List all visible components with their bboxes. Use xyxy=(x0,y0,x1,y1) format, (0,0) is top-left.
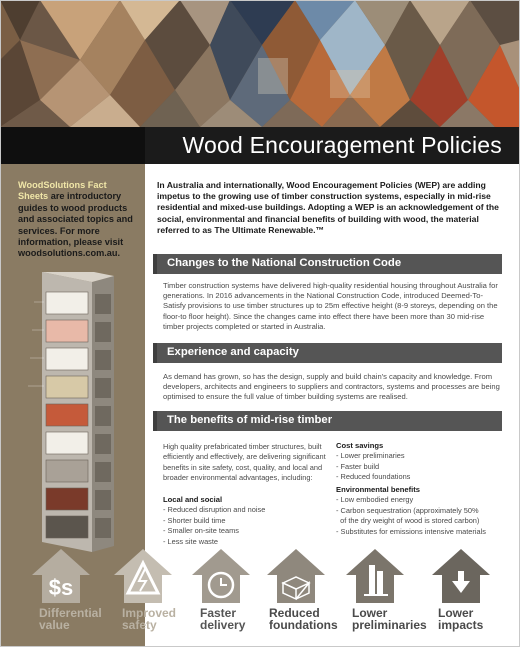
benefit-label-line2: safety xyxy=(122,618,157,632)
benefit-icons-strip xyxy=(0,545,520,647)
list-item: - Lower preliminaries xyxy=(336,451,405,461)
clock-icon xyxy=(190,545,252,605)
sidebar-intro-lead: WoodSolutions Fact Sheets xyxy=(18,180,107,202)
benefit-label-line1: Reduced xyxy=(269,606,320,620)
benefit-label-line2: preliminaries xyxy=(352,618,427,632)
page-title: Wood Encouragement Policies xyxy=(182,132,502,158)
header-photo-mosaic xyxy=(0,0,520,127)
building-illustration xyxy=(22,272,122,552)
safety-icon xyxy=(112,545,174,605)
section-heading-experience xyxy=(157,343,502,363)
impacts-icon xyxy=(430,545,492,605)
list-item: - Smaller on-site teams xyxy=(163,526,239,536)
benefits-environmental xyxy=(336,485,511,537)
svg-text:$s: $s xyxy=(48,575,74,600)
benefit-label-line1: Lower xyxy=(352,606,388,620)
list-item: - Carbon sequestration (approximately 50% xyxy=(336,505,479,515)
benefit-differential-value xyxy=(30,545,110,647)
benefit-lower-impacts xyxy=(430,545,510,647)
triangle-mosaic xyxy=(0,0,520,127)
dollar-icon xyxy=(30,545,92,605)
benefit-label xyxy=(269,607,338,631)
section-heading-text: Changes to the National Construction Code xyxy=(167,257,402,269)
benefit-label-line1: Differential xyxy=(39,606,102,620)
foundations-icon xyxy=(265,545,327,605)
main-content xyxy=(157,180,502,236)
benefit-label-line2: value xyxy=(39,618,70,632)
benefit-label xyxy=(122,607,176,631)
benefit-reduced-foundations xyxy=(265,545,345,647)
section-heading-text: The benefits of mid-rise timber xyxy=(167,414,333,426)
list-item: - Shorter build time xyxy=(163,515,226,525)
list-item: - Less site waste xyxy=(163,536,219,546)
sidebar-intro-text: are introductory guides to wood products and associated topics and services. For more information, please visit woodsolutions.com.au. xyxy=(18,191,133,259)
benefits-local-social-heading: Local and social xyxy=(163,495,223,504)
benefit-label xyxy=(200,607,245,631)
benefit-improved-safety xyxy=(112,545,192,647)
list-item: - Reduced foundations xyxy=(336,472,411,482)
benefit-label xyxy=(39,607,102,631)
benefit-label xyxy=(352,607,427,631)
benefits-cost-savings-heading: Cost savings xyxy=(336,441,384,450)
preliminaries-icon xyxy=(344,545,406,605)
list-item: - Low embodied energy xyxy=(336,495,414,505)
benefit-label-line2: foundations xyxy=(269,618,338,632)
benefit-lower-preliminaries xyxy=(344,545,427,647)
benefit-label-line2: impacts xyxy=(438,618,484,632)
section-body-experience: As demand has grown, so has the design, supply and build chain's capacity and knowledge. From developers, architects and engineers to suppliers and contractors, systems and processes are being optimised to ensure the full value of timber building systems are realised. xyxy=(163,372,500,402)
benefit-label-line2: delivery xyxy=(200,618,246,632)
benefits-local-social xyxy=(163,495,331,547)
benefits-intro: High quality prefabricated timber structures, built efficiently and effectively, are delivering significant benefits in site safety, cost, quality, and local and broader environmental advantages, including: xyxy=(163,442,326,483)
benefit-label-line1: Faster xyxy=(200,606,237,620)
lead-paragraph: In Australia and internationally, Wood Encouragement Policies (WEP) are adding impetus to the growing use of timber construction systems, especially in mid-rise residential and mixed-use buildings. Adopting a WEP is an acknowledgement of the social, environmental and financial benefits of building with wood, the material referred to as The Ultimate Renewable.™ xyxy=(157,180,499,235)
benefit-faster-delivery xyxy=(190,545,270,647)
benefit-label-line1: Improved xyxy=(122,606,177,620)
sidebar-intro xyxy=(18,180,138,260)
section-heading-ncc xyxy=(157,254,502,274)
list-item: - Reduced disruption and noise xyxy=(163,505,266,515)
list-item: of the dry weight of wood is stored carbon) xyxy=(336,516,480,526)
benefits-environmental-heading: Environmental benefits xyxy=(336,485,420,494)
benefit-label xyxy=(438,607,483,631)
list-item: - Substitutes for emissions intensive materials xyxy=(336,526,486,536)
benefit-label-line1: Lower xyxy=(438,606,474,620)
list-item: - Faster build xyxy=(336,461,380,471)
title-bar-stripe xyxy=(0,127,145,164)
section-body-ncc: Timber construction systems have delivered high-quality residential housing throughout Australia for generations. In 2016 advancements in the National Construction Code, introduced Deemed-To-Satisfy provisions to use timber structures up to 25m effective height (8-9 storeys, depending on the floor-to floor height). Since the changes came into effect there have been more than 30 mid-rise timber projects completed or started in Australia. xyxy=(163,281,498,331)
section-heading-text: Experience and capacity xyxy=(167,346,299,358)
benefits-cost-savings xyxy=(336,441,506,483)
title-bar xyxy=(0,127,520,164)
section-heading-benefits xyxy=(157,411,502,431)
